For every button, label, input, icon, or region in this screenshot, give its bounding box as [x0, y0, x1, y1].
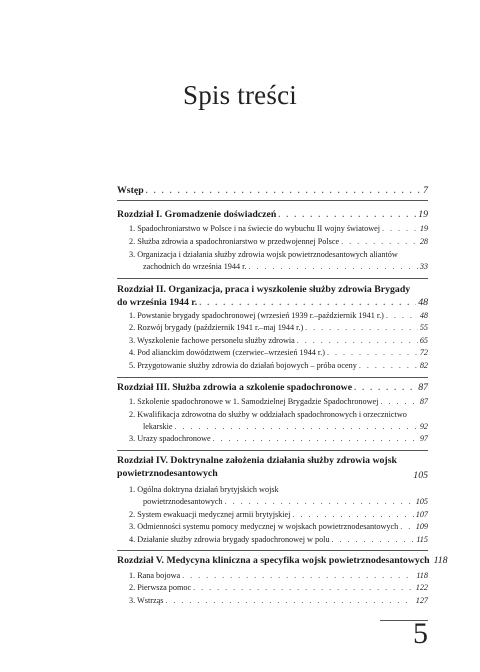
toc-chapter-4-label-continued[interactable]: powietrznodesantowych [117, 468, 218, 479]
dot-leader [382, 224, 418, 233]
toc-entry-introduction[interactable] [117, 185, 428, 196]
dot-leader [305, 323, 418, 332]
toc-subentry-label: 3. Wyszkolenie fachowe personelu służby zdrowia [129, 336, 295, 345]
toc-subentry[interactable] [129, 571, 428, 580]
toc-page-number: 7 [423, 185, 428, 196]
toc-subentry-label[interactable]: 1. Ogólna doktryna działań brytyjskich wojsk [129, 485, 279, 494]
toc-subentry-label: 2. System ewakuacji medycznej armii brytyjskiej [129, 510, 291, 519]
toc-subentry[interactable] [129, 323, 428, 332]
toc-subentry[interactable] [129, 311, 428, 320]
toc-chapter-label-continued: do września 1944 r. [117, 297, 198, 308]
toc-subentry-label: 2. Służba zdrowia a spadochroniarstwo w przedwojennej Polsce [129, 237, 340, 246]
toc-page-number: 87 [419, 397, 428, 406]
toc-subentry[interactable] [129, 361, 428, 370]
dot-leader [193, 583, 414, 592]
toc-page-number: 28 [419, 237, 428, 246]
toc-subentry-label-continued: lekarskie [143, 422, 173, 431]
dot-leader [386, 311, 418, 320]
toc-subentry[interactable] [129, 522, 428, 531]
dot-leader [341, 237, 418, 246]
toc-subentry[interactable] [129, 535, 428, 544]
section-divider [117, 450, 428, 451]
section-divider [117, 377, 428, 378]
toc-subentry-label[interactable]: 2. Kwalifikacja zdrowotna do służby w oddziałach spadochronowych i orzecznictwo [129, 410, 407, 419]
toc-subentry[interactable] [129, 510, 428, 519]
dot-leader [182, 571, 414, 580]
dot-leader [359, 361, 418, 370]
dot-leader [354, 383, 416, 392]
toc-page-number: 72 [419, 348, 428, 357]
toc-subentry[interactable] [129, 397, 428, 406]
toc-page-number: 48 [418, 297, 428, 308]
dot-leader [213, 434, 418, 443]
toc-chapter-4-label[interactable]: Rozdział IV. Doktrynalne założenia działania służby zdrowia wojsk [117, 455, 397, 466]
dot-leader [278, 210, 416, 219]
toc-subentry-label: 4. Działanie służby zdrowia brygady spadochronowej w polu [129, 535, 330, 544]
toc-subentry[interactable] [129, 237, 428, 246]
toc-page-number: 82 [419, 361, 428, 370]
toc-page-number: 97 [419, 434, 428, 443]
dot-leader [297, 336, 418, 345]
toc-subentry-label: 1. Spadochroniarstwo w Polsce i na świecie do wybuchu II wojny światowej [129, 224, 381, 233]
toc-subentry[interactable] [129, 583, 428, 592]
toc-subentry-label: 3. Odmienności systemu pomocy medycznej w wojskach powietrznodesantowych [129, 522, 399, 531]
toc-subentry[interactable] [143, 422, 428, 431]
toc-subentry-label: 1. Powstanie brygady spadochronowej (wrzesień 1939 r.–październik 1941 r.) [129, 311, 384, 320]
toc-subentry[interactable] [129, 336, 428, 345]
toc-chapter-label: Rozdział I. Gromadzenie doświadczeń [117, 209, 277, 220]
toc-subentry[interactable] [143, 262, 428, 271]
toc-page-number: 92 [419, 422, 428, 431]
toc-subentry[interactable] [129, 596, 428, 605]
dot-leader [332, 535, 415, 544]
toc-chapter-label: Rozdział III. Służba zdrowia a szkolenie spadochronowe [117, 382, 353, 393]
section-divider [117, 550, 428, 551]
toc-subentry-label-continued: powietrznodesantowych [143, 497, 223, 506]
toc-page-number: 107 [415, 510, 428, 519]
toc-page-number: 118 [416, 571, 428, 580]
toc-subentry-label[interactable]: 3. Organizacja i działania służby zdrowia wojsk powietrznodesantowych aliantów [129, 250, 398, 259]
toc-chapter-1[interactable] [117, 209, 428, 220]
toc-chapter-5[interactable] [117, 555, 448, 566]
toc-page-number: 127 [415, 596, 428, 605]
toc-page-number: 19 [418, 209, 428, 220]
toc-page-number: 55 [419, 323, 428, 332]
toc-page-number: 122 [415, 583, 428, 592]
toc-subentry-label-continued: zachodnich do września 1944 r. [143, 262, 247, 271]
toc-chapter-2[interactable] [117, 297, 428, 308]
toc-page-number: 109 [415, 522, 428, 531]
toc-page-number: 48 [419, 311, 428, 320]
dot-leader [175, 422, 418, 431]
toc-page-number[interactable]: 105 [413, 470, 428, 481]
toc-page-number: 115 [416, 535, 428, 544]
dot-leader [292, 510, 413, 519]
dot-leader [400, 522, 414, 531]
dot-leader [165, 596, 413, 605]
dot-leader [327, 348, 418, 357]
toc-subentry-label: 1. Szkolenie spadochronowe w 1. Samodzielnej Brygadzie Spadochronowej [129, 397, 379, 406]
toc-page-number: 118 [433, 555, 448, 566]
toc-subentry[interactable] [143, 497, 428, 506]
toc-subentry[interactable] [129, 224, 428, 233]
toc-subentry[interactable] [129, 348, 428, 357]
toc-chapter-2-label[interactable]: Rozdział II. Organizacja, praca i wyszkolenie służby zdrowia Brygady [117, 284, 411, 295]
toc-page-number: 33 [419, 262, 428, 271]
toc-page-number: 65 [419, 336, 428, 345]
section-divider [117, 200, 428, 201]
toc-page-number: 105 [415, 497, 428, 506]
toc-subentry-label: 1. Rana bojowa [129, 571, 181, 580]
toc-subentry-label: 3. Wstrząs [129, 596, 164, 605]
dot-leader [146, 186, 421, 195]
toc-subentry-label: 5. Przygotowanie służby zdrowia do działań bojowych – próba oceny [129, 361, 357, 370]
dot-leader [199, 298, 416, 307]
toc-subentry-label: 2. Rozwój brygady (październik 1941 r.–maj 1944 r.) [129, 323, 304, 332]
dot-leader [248, 262, 417, 271]
toc-subentry[interactable] [129, 434, 428, 443]
dot-leader [225, 497, 414, 506]
toc-chapter-3[interactable] [117, 382, 428, 393]
toc-entry-label: Wstęp [117, 185, 144, 196]
toc-subentry-label: 2. Pierwsza pomoc [129, 583, 192, 592]
toc-page-number: 19 [419, 224, 428, 233]
page-title: Spis treści [183, 80, 297, 110]
section-divider [117, 278, 428, 279]
dot-leader [380, 397, 417, 406]
toc-chapter-label: Rozdział V. Medycyna kliniczna a specyfika wojsk powietrznodesantowych [117, 555, 430, 566]
toc-page-number: 87 [418, 382, 428, 393]
toc-subentry-label: 3. Urazy spadochronowe [129, 434, 211, 443]
page-number: 5 [413, 617, 428, 650]
toc-subentry-label: 4. Pod alianckim dowództwem (czerwiec–wrzesień 1944 r.) [129, 348, 325, 357]
